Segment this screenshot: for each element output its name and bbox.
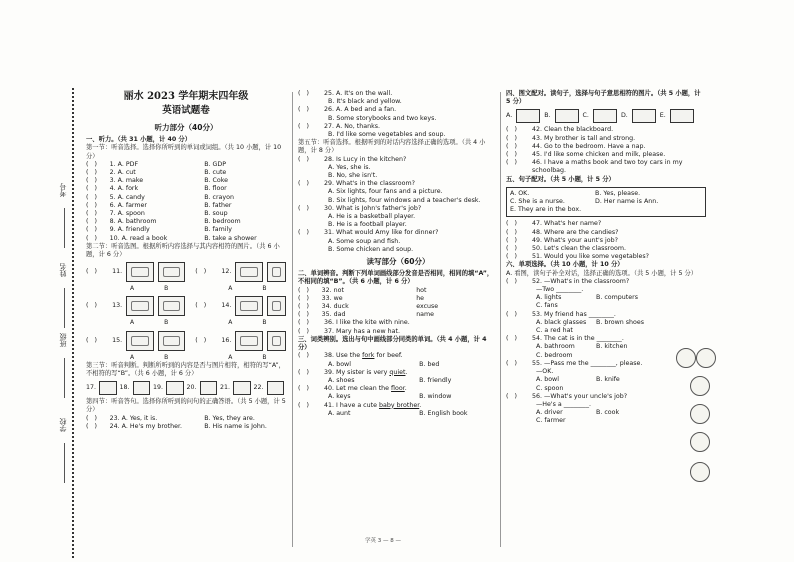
option-picture-icon bbox=[235, 331, 263, 351]
section-instruction: 第四节：听音答句。选择你所听到的问句的正确答语。（共 5 小题，计 5 分） bbox=[86, 398, 286, 414]
match-picture-icon bbox=[593, 109, 617, 123]
judge-picture-icon bbox=[99, 381, 116, 395]
illustration-icon bbox=[696, 348, 716, 368]
option-picture-icon bbox=[235, 296, 263, 316]
answer-options-box: A. OK. B. Yes, please. C. She is a nurse. D. Her name is Ann. E. They are in the box. bbox=[506, 187, 706, 218]
match-picture-icon bbox=[670, 109, 694, 123]
column-middle: ( ) 25. A. It's on the wall. B. It's black and yellow. ( ) 26. A. A bed and a fan. B. Some storybooks and two keys. ( ) 27. A. No, thanks. B. I'd like some vegetables and soup. 第五节：听音选择。根据听到的对话内容选择正确的选项。（共 4 小题，计 8 分） ( ) 28. Is Lucy in the kitchen? A. Yes, she is. B. No, she isn't. ( ) 29. What's in the classroom? A. Six lights, four fans and a picture. B. Six lights, four windows and a teacher's desk. ( ) 30. What is John's father's job? A. He is a basketball player. B. He is a football player. ( ) 31. What would Amy like for dinner? A. Some soup and fish. B. Some chicken and soup. 读写部分（60分） 二、单词辨音。判断下列单词画线部分发音是否相同，相同的填“A”，不相同的填“B”。（共 6 小题，计 6 分） ( ) 32. not hot ( ) 33. we he ( ) 34. duck excuse ( ) 35. dad name ( ) 36. I like the kite with nine. ( ) 37. Mary has a new hat. 三、词类辨别。选出与句中画线部分同类的单词。（共 4 小题，计 4 分） ( ) 38. Use the fork for beef. A. bowl B. bed ( ) 39. My sister is very quiet. A. shoes B. friendly ( ) 40. Let me clean the floor. A. keys B. window ( ) 41. I have a cute baby brother. A. aunt B. English book bbox=[298, 90, 498, 418]
question-row: ( ) 23. A. Yes, it is. B. Yes, they are. bbox=[86, 414, 255, 422]
option-picture-icon bbox=[158, 331, 186, 351]
section-instruction: A. 看图，读句子补全对话，选择正确的选项。（共 5 小题，计 5 分） bbox=[506, 269, 698, 277]
section-heading: 三、词类辨别。选出与句中画线部分同类的单词。（共 4 小题，计 4 分） bbox=[298, 335, 487, 352]
section-instruction: 第二节：听音选图。根据所听内容选择与其内容相符的图片。（共 6 小题，计 6 分） bbox=[86, 242, 280, 259]
section-instruction: 第三节：听音判断。判断所听到的内容是否与图片相符，相符的写“A”，不相符的写“B”。（共 6 小题，计 6 分） bbox=[86, 361, 285, 378]
question-row: ( ) 4. A. fork B. floor bbox=[86, 185, 227, 193]
picture-row: ( ) 11. ( ) 12. bbox=[86, 262, 286, 282]
column-right: 四、图文配对。读句子，选择与句子意思相符的图片。（共 5 小题，计 5 分） A. B. C. D. E. ( ) 42. Clean the blackboard. ( ) 43. My brother is tall and strong. ( ) 44. Go to the bedroom. Have a nap. ( ) 45. I'd like some chicken and milk, please. ( ) 46. I have a maths book and two toy cars in my schoolbag. 五、句子配对。（共 5 小题，计 5 分） A. OK. B. Yes, please. C. She is a nurse. D. Her name is Ann. E. They are in the box. ( ) 47. What's her name? ( ) 48. Where are the candies? ( ) 49. What's your aunt's job? ( ) 50. Let's clean the classroom. ( ) 51. Would you like some vegetables? 六、单项选择。（共 10 小题，计 10 分） A. 看图，读句子补全对话，选择正确的选项。（共 5 小题，计 5 分） ( ) 52. —What's in the classroom? —Two ________. A. lights B. computers C. fans ( ) 53. My friend has ________. A. black glasses B. brown shoes C. a red hat ( ) 54. The cat is in the ________. A. bathroom B. kitchen C. bedroom ( ) 55. —Pass me the ________, please. —OK. A. bowl B. knife C. spoon ( ) 56. —What's your uncle's job? —He's a ________. A. driver B. cook C. farmer bbox=[506, 90, 706, 426]
question-row: ( ) 6. A. farmer B. father bbox=[86, 201, 232, 209]
question-row: ( ) 1. A. PDF B. GDP bbox=[86, 160, 227, 168]
listening-header: 听力部分（40分） bbox=[154, 123, 218, 132]
option-picture-icon bbox=[267, 296, 286, 316]
label-name: 姓名 bbox=[59, 263, 67, 277]
binding-dotted-line bbox=[72, 88, 74, 558]
illustration-icon bbox=[676, 348, 696, 368]
illustration-icon bbox=[690, 462, 710, 482]
question-row: ( ) 24. A. He's my brother. B. His name is John. bbox=[86, 422, 267, 430]
option-picture-icon bbox=[158, 262, 186, 282]
question-row: ( ) 9. A. friendly B. family bbox=[86, 226, 232, 234]
page-footer: 学英 3 — 8 — bbox=[365, 538, 401, 544]
illustration-icon bbox=[690, 376, 710, 396]
question-row: ( ) 3. A. make B. Coke bbox=[86, 177, 229, 185]
judge-picture-icon bbox=[133, 381, 150, 395]
question-row: ( ) 33. we he bbox=[298, 294, 425, 302]
match-picture-icon bbox=[516, 109, 540, 123]
illustration-icon bbox=[690, 432, 710, 452]
section-instruction: 第一节：听音选择。选择你所听到的单词或词组。（共 10 小题，计 10 分） bbox=[86, 144, 282, 160]
column-divider bbox=[292, 92, 293, 547]
section-heading: 五、句子配对。（共 5 小题，计 5 分） bbox=[506, 175, 615, 183]
option-picture-icon bbox=[158, 296, 186, 316]
column-divider bbox=[500, 92, 501, 547]
option-picture-icon bbox=[235, 262, 263, 282]
label-school: 学校 bbox=[59, 418, 67, 432]
judge-picture-icon bbox=[166, 381, 183, 395]
judge-picture-icon bbox=[233, 381, 250, 395]
section-heading: 一、听力。（共 31 小题，计 40 分） bbox=[86, 136, 192, 144]
question-row: ( ) 36. I like the kite with nine. bbox=[298, 319, 410, 327]
option-picture-icon bbox=[126, 331, 154, 351]
label-exam-number: 考号 bbox=[59, 183, 67, 197]
question-row: ( ) 35. dad name bbox=[298, 311, 435, 319]
reading-writing-header: 读写部分（60分） bbox=[366, 257, 430, 267]
option-picture-icon bbox=[126, 296, 154, 316]
section-heading: 二、单词辨音。判断下列单词画线部分发音是否相同，相同的填“A”，不相同的填“B”。（共 6 小题，计 6 分） bbox=[298, 270, 494, 286]
exam-title: 丽水 2023 学年期末四年级 bbox=[123, 91, 249, 102]
section-heading: 六、单项选择。（共 10 小题，计 10 分） bbox=[506, 261, 624, 269]
exam-subtitle: 英语试题卷 bbox=[162, 105, 210, 116]
option-picture-icon bbox=[126, 262, 154, 282]
question-row: ( ) 34. duck excuse bbox=[298, 303, 439, 311]
picture-row: ( ) 15. ( ) 16. bbox=[86, 331, 286, 351]
option-picture-icon bbox=[267, 331, 286, 351]
question-row: ( ) 32. not hot bbox=[298, 286, 427, 294]
match-picture-icon bbox=[555, 109, 579, 123]
question-row: ( ) 2. A. cut B. cute bbox=[86, 169, 227, 177]
match-picture-row: A. B. C. D. E. bbox=[506, 109, 706, 123]
judge-picture-row: 17. 18. 19. 20. 21. 22. bbox=[86, 381, 286, 395]
question-row: ( ) 10. A. read a book B. take a shower bbox=[86, 234, 257, 242]
question-list bbox=[86, 161, 286, 243]
match-picture-icon bbox=[632, 109, 656, 123]
picture-row: ( ) 13. ( ) 14. bbox=[86, 296, 286, 316]
question-row: ( ) 5. A. candy B. crayon bbox=[86, 193, 234, 201]
section-instruction: 第五节：听音选择。根据听到的对话内容选择正确的选项。（共 4 小题，计 8 分） bbox=[298, 139, 486, 155]
column-left: 丽水 2023 学年期末四年级 英语试题卷 听力部分（40分） 一、听力。（共 31 小题，计 40 分） 第一节：听音选择。选择你所听到的单词或词组。（共 10 小题，计 10 分） ( ) 1. A. PDF B. GDP ( ) 2. A. cut B. cute ( ) 3. A. make B. Coke ( ) 4. A. fork B. floor ( ) 5. A. candy B. crayon ( ) 6. A. farmer B. father ( ) 7. A. spoon B. soup ( ) 8. A. bathroom B. bedroom ( ) 9. A. friendly B. family ( ) 10. A. read a book B. take a shower 第二节：听音选图。根据所听内容选择与其内容相符的图片。（共 6 小题，计 6 分） ( ) 11. ( ) 12. A B A B ( ) 13. ( ) 14. A B A B ( ) 15. ( ) 16. A B A B 第三节：听音判断。判断所听到的内容是否与图片相符，相符的写“A”，不相符的写“B”。（共 6 小题，计 6 分） 17. 18. 19. 20. 21. 22. 第四节：听音答句。选择你所听到的问句的正确答语。（共 5 小题，计 5 分） ( ) 23. A. Yes, it is. B. Yes, they are. ( ) 24. A. He's my brother. B. His name is John. bbox=[86, 91, 286, 430]
label-class: 班级 bbox=[59, 333, 67, 347]
judge-picture-icon bbox=[267, 381, 284, 395]
question-row: ( ) 8. A. bathroom B. bedroom bbox=[86, 218, 241, 226]
illustration-icon bbox=[690, 404, 710, 424]
question-row: ( ) 37. Mary has a new hat. bbox=[298, 327, 400, 335]
option-picture-icon bbox=[267, 262, 286, 282]
binding-strip bbox=[60, 88, 80, 558]
section-heading: 四、图文配对。读句子，选择与句子意思相符的图片。（共 5 小题，计 5 分） bbox=[506, 90, 701, 106]
judge-picture-icon bbox=[200, 381, 217, 395]
question-row: ( ) 7. A. spoon B. soup bbox=[86, 210, 228, 218]
